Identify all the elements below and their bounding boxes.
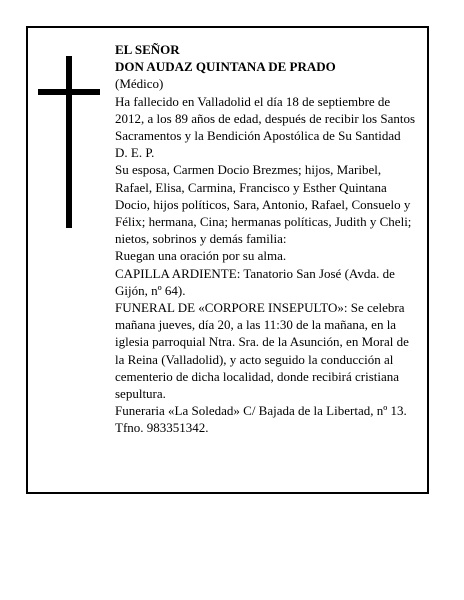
title-line-1: EL SEÑOR [115,42,180,57]
prayer-request: Ruegan una oración por su alma. [115,248,287,264]
cross-vertical-bar [66,56,72,228]
obituary-text [115,41,421,437]
cross-icon [38,56,100,228]
cross-horizontal-bar [38,89,100,95]
deceased-name: DON AUDAZ QUINTANA DE PRADO [115,59,336,75]
profession: (Médico) [115,76,164,92]
family-list: Su esposa, Carmen Docio Brezmes; hijos, Maribel, Rafael, Elisa, Carmina, Francisco y Esther Quintana Docio, hijos políticos, Sara, Antonio, Rafael, Consuelo y Félix; hermana, Cina; hermanas políticas, Judith y Cheli; nietos, sobrinos y demás familia: [115,162,412,247]
dep-abbreviation: D. E. P. [115,145,155,161]
funeral-home-info: Funeraria «La Soledad» C/ Bajada de la Libertad, nº 13. Tfno. 983351342. [115,403,407,436]
death-notice: Ha fallecido en Valladolid el día 18 de septiembre de 2012, a los 89 años de edad, después de recibir los Santos Sacramentos y la Bendición Apostólica de Su Santidad [115,93,416,144]
chapel-info: CAPILLA ARDIENTE: Tanatorio San José (Avda. de Gijón, nº 64). [115,265,395,298]
obituary-notice [26,26,429,494]
funeral-info: FUNERAL DE «CORPORE INSEPULTO»: Se celebra mañana jueves, día 20, a las 11:30 de la mañana, en la iglesia parroquial Ntra. Sra. de la Asunción, en Moral de la Reina (Valladolid), y acto seguido la conducción al cementerio de dicha localidad, donde recibirá cristiana sepultura. [115,300,409,402]
